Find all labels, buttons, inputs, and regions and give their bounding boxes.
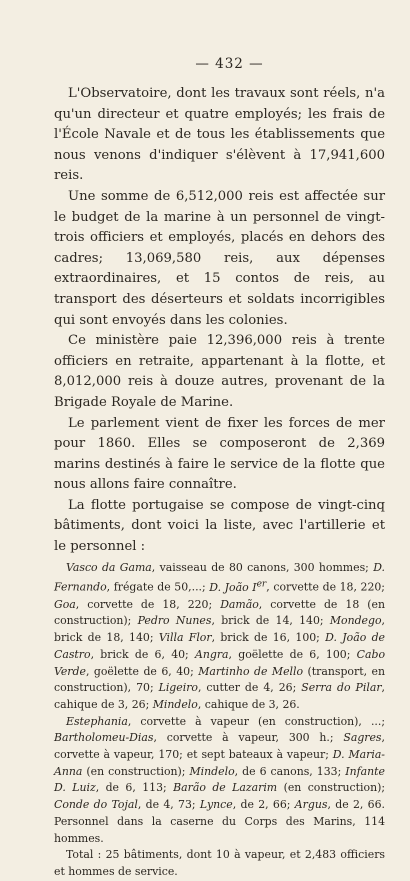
paragraph: Ce ministère paie 12,396,000 reis à trente officiers en retraite, appartenant à la flotte, et 8,012,000 reis à douze autres, provenant de la Brigade Royale de Marine. — [54, 333, 385, 410]
page-number: — 432 — — [195, 56, 264, 72]
paragraph: L'Observatoire, dont les travaux sont réels, n'a qu'un directeur et quatre employés; les frais de l'École Navale et de tous les établissements que nous venons d'indiquer s'élèvent à 17,941,600 reis. — [54, 86, 385, 184]
paragraph: Le parlement vient de fixer les forces de mer pour 1860. Elles se composeront de 2,369 marins destinés à faire le service de la flotte que nous allons faire connaître. — [54, 415, 385, 493]
fleet-list-paragraph: Vasco da Gama, vaisseau de 80 canons, 300 hommes; D. Fernando, frégate de 50,...; D. João Ier, corvette de 18, 220; Goa, corvette de 18, 220; Damão, corvette de 18 (en construction); Pedro Nunes, brick de 14, 140; Mondego, brick de 18, 140; Villa Flor, brick de 16, 100; D. João de Castro, brick de 6, 40; Angra, goëlette de 6, 100; Cabo Verde, goëlette de 6, 40; Martinho de Mello (transport, en construction), 70; Ligeiro, cutter de 4, 26; Serra do Pilar, cahique de 3, 26; Mindelo, cahique de 3, 26. — [54, 560, 386, 711]
fleet-list — [54, 560, 385, 881]
fleet-list-paragraph: Estephania, corvette à vapeur (en construction), ...; Bartholomeu-Dias, corvette à vapeur, 300 h.; Sagres, corvette à vapeur, 170; et sept bateaux à vapeur; D. Maria-Anna (en construction); Mindelo, de 6 canons, 133; Infante D. Luiz, de 6, 113; Barão de Lazarim (en construction); Conde do Tojal, de 4, 73; Lynce, de 2, 66; Argus, de 2, 66. Personnel dans la caserne du Corps des Marins, 114 hommes. — [54, 714, 386, 845]
paragraph: La flotte portugaise se compose de vingt-cinq bâtiments, dont voici la liste, avec l'artillerie et le personnel : — [54, 497, 385, 555]
main-text — [54, 84, 385, 558]
fleet-total: Total : 25 bâtiments, dont 10 à vapeur, et 2,483 officiers et hommes de service. — [54, 848, 385, 878]
paragraph: Une somme de 6,512,000 reis est affectée sur le budget de la marine à un personnel de vingt-trois officiers et employés, placés en dehors des cadres; 13,069,580 reis, aux dépenses extraordinaires, et 15 contos de reis, au transport des déserteurs et soldats incorrigibles qui sont envoyés dans les colonies. — [54, 188, 385, 328]
